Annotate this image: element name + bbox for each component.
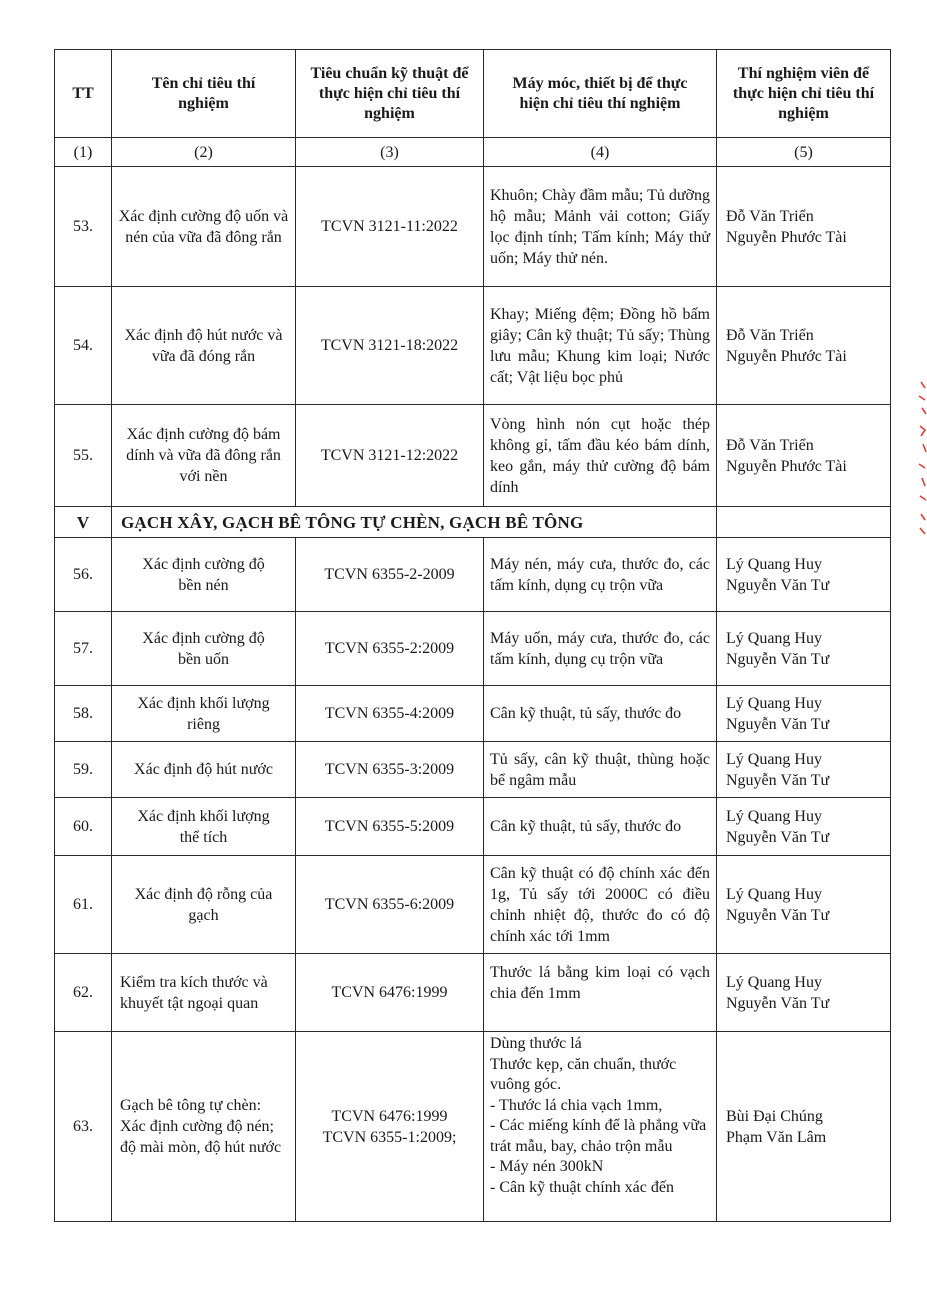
test-name: Xác định cường độ uốn và nén của vữa đã đông rắn	[112, 167, 296, 287]
staff-name: Nguyễn Văn Tư	[726, 650, 830, 668]
equipment-line: Thước kẹp, căn chuẩn, thước vuông góc.	[490, 1055, 677, 1093]
row-number: 62.	[55, 954, 112, 1032]
test-name: Xác định khối lượng riêng	[112, 686, 296, 742]
staff-name: Nguyễn Phước Tài	[726, 457, 847, 475]
standard-code: TCVN 6355-2:2009	[296, 612, 484, 686]
section-row	[55, 507, 891, 538]
table-row	[55, 405, 891, 507]
equipment-list: Cân kỹ thuật, tủ sấy, thước đo	[484, 686, 717, 742]
header-standard: Tiêu chuẩn kỹ thuật để thực hiện chỉ tiêu thí nghiệm	[296, 50, 484, 138]
column-number: (3)	[296, 138, 484, 167]
staff-name: Đỗ Văn Triển	[726, 207, 814, 225]
staff-name: Nguyễn Văn Tư	[726, 828, 830, 846]
staff-name: Nguyễn Văn Tư	[726, 715, 830, 733]
staff-name: Lý Quang Huy	[726, 629, 822, 647]
staff-name: Lý Quang Huy	[726, 973, 822, 991]
standard-code: TCVN 6355-6:2009	[296, 856, 484, 954]
standard-code: TCVN 3121-12:2022	[296, 405, 484, 507]
header-staff: Thí nghiệm viên để thực hiện chỉ tiêu thí nghiệm	[717, 50, 891, 138]
standard-code: TCVN 3121-11:2022	[296, 167, 484, 287]
table-row	[55, 287, 891, 405]
test-name: Xác định độ rỗng của gạch	[112, 856, 296, 954]
row-number: 58.	[55, 686, 112, 742]
standard-code	[296, 1032, 484, 1222]
staff-cell	[717, 954, 891, 1032]
staff-cell	[717, 686, 891, 742]
test-methods-table	[54, 49, 891, 1222]
standard-code: TCVN 6355-2-2009	[296, 538, 484, 612]
equipment-list: Tủ sấy, cân kỹ thuật, thùng hoặc bể ngâm mẫu	[484, 742, 717, 798]
table-row	[55, 742, 891, 798]
test-name: Xác định cường độ bám dính và vữa đã đông rắn với nền	[112, 405, 296, 507]
staff-cell	[717, 405, 891, 507]
row-number: 63.	[55, 1032, 112, 1222]
equipment-line: - Cân kỹ thuật chính xác đến	[490, 1178, 674, 1196]
empty-cell	[717, 507, 891, 538]
table-row	[55, 167, 891, 287]
staff-cell	[717, 287, 891, 405]
staff-name: Lý Quang Huy	[726, 694, 822, 712]
staff-name: Nguyễn Phước Tài	[726, 347, 847, 365]
test-name: Xác định cường độ bền uốn	[112, 612, 296, 686]
equipment-line: - Máy nén 300kN	[490, 1158, 604, 1175]
standard-code-line: TCVN 6355-1:2009;	[322, 1128, 457, 1146]
section-title: GẠCH XÂY, GẠCH BÊ TÔNG TỰ CHÈN, GẠCH BÊ TÔNG	[112, 507, 717, 538]
table-row	[55, 538, 891, 612]
header-equipment: Máy móc, thiết bị để thực hiện chỉ tiêu thí nghiệm	[484, 50, 717, 138]
row-number: 54.	[55, 287, 112, 405]
staff-name: Lý Quang Huy	[726, 807, 822, 825]
seal-stamp-edge	[913, 378, 927, 538]
staff-cell	[717, 798, 891, 856]
test-name: Gạch bê tông tự chèn: Xác định cường độ nén; độ mài mòn, độ hút nước	[112, 1032, 296, 1222]
standard-code: TCVN 6355-5:2009	[296, 798, 484, 856]
table-row	[55, 798, 891, 856]
equipment-list: Cân kỹ thuật, tủ sấy, thước đo	[484, 798, 717, 856]
row-number: 59.	[55, 742, 112, 798]
table-row	[55, 856, 891, 954]
standard-code: TCVN 6476:1999	[296, 954, 484, 1032]
equipment-list: Máy nén, máy cưa, thước đo, các tấm kính, dụng cụ trộn vữa	[484, 538, 717, 612]
column-number: (1)	[55, 138, 112, 167]
equipment-line: Dùng thước lá	[490, 1035, 582, 1052]
staff-name: Phạm Văn Lâm	[726, 1128, 827, 1146]
staff-name: Lý Quang Huy	[726, 555, 822, 573]
standard-code-line: TCVN 6476:1999	[331, 1107, 448, 1125]
header-tt: TT	[55, 50, 112, 138]
column-number: (4)	[484, 138, 717, 167]
staff-cell	[717, 538, 891, 612]
equipment-list: Cân kỹ thuật có độ chính xác đến 1g, Tủ sấy tới 2000C có điều chỉnh nhiệt độ, thước đo có độ chính xác tới 1mm	[484, 856, 717, 954]
staff-name: Đỗ Văn Triển	[726, 436, 814, 454]
section-number: V	[55, 507, 112, 538]
row-number: 57.	[55, 612, 112, 686]
row-number: 60.	[55, 798, 112, 856]
row-number: 53.	[55, 167, 112, 287]
equipment-list: Máy uốn, máy cưa, thước đo, các tấm kính, dụng cụ trộn vữa	[484, 612, 717, 686]
standard-code: TCVN 3121-18:2022	[296, 287, 484, 405]
staff-cell	[717, 856, 891, 954]
staff-cell	[717, 167, 891, 287]
staff-cell	[717, 1032, 891, 1222]
equipment-line: - Thước lá chia vạch 1mm,	[490, 1096, 663, 1114]
column-number-row	[55, 138, 891, 167]
staff-name: Lý Quang Huy	[726, 750, 822, 768]
column-number: (5)	[717, 138, 891, 167]
table-row	[55, 1032, 891, 1222]
staff-name: Lý Quang Huy	[726, 885, 822, 903]
equipment-line: - Các miếng kính để là phẳng vữa trát mẫu, bay, chảo trộn mẫu	[490, 1117, 707, 1155]
column-number: (2)	[112, 138, 296, 167]
row-number: 56.	[55, 538, 112, 612]
staff-cell	[717, 742, 891, 798]
row-number: 55.	[55, 405, 112, 507]
test-name: Xác định độ hút nước và vữa đã đóng rắn	[112, 287, 296, 405]
staff-name: Nguyễn Văn Tư	[726, 906, 830, 924]
test-name: Xác định độ hút nước	[112, 742, 296, 798]
header-test-name: Tên chỉ tiêu thí nghiệm	[112, 50, 296, 138]
staff-name: Đỗ Văn Triển	[726, 326, 814, 344]
standard-code: TCVN 6355-3:2009	[296, 742, 484, 798]
staff-name: Nguyễn Phước Tài	[726, 228, 847, 246]
equipment-list	[484, 1032, 717, 1222]
test-name: Xác định cường độ bền nén	[112, 538, 296, 612]
equipment-list: Khuôn; Chày đầm mẫu; Tủ dưỡng hộ mẫu; Mảnh vải cotton; Giấy lọc định tính; Tấm kính; Máy thử uốn; Máy thử nén.	[484, 167, 717, 287]
table-row	[55, 686, 891, 742]
row-number: 61.	[55, 856, 112, 954]
standard-code: TCVN 6355-4:2009	[296, 686, 484, 742]
table-row	[55, 612, 891, 686]
staff-cell	[717, 612, 891, 686]
equipment-list: Khay; Miếng đệm; Đồng hồ bấm giây; Cân kỹ thuật; Tủ sấy; Thùng lưu mẫu; Khung kim loại; Nước cất; Vật liệu bọc phủ	[484, 287, 717, 405]
test-name: Xác định khối lượng thể tích	[112, 798, 296, 856]
equipment-list: Thước lá bằng kim loại có vạch chia đến 1mm	[484, 954, 717, 1032]
table-row	[55, 954, 891, 1032]
staff-name: Nguyễn Văn Tư	[726, 771, 830, 789]
test-name: Kiểm tra kích thước và khuyết tật ngoại quan	[112, 954, 296, 1032]
equipment-list: Vòng hình nón cụt hoặc thép không gỉ, tấm đầu kéo bám dính, keo gắn, máy thử cường độ bám dính	[484, 405, 717, 507]
header-row	[55, 50, 891, 138]
staff-name: Nguyễn Văn Tư	[726, 576, 830, 594]
staff-name: Nguyễn Văn Tư	[726, 994, 830, 1012]
staff-name: Bùi Đại Chúng	[726, 1107, 823, 1125]
